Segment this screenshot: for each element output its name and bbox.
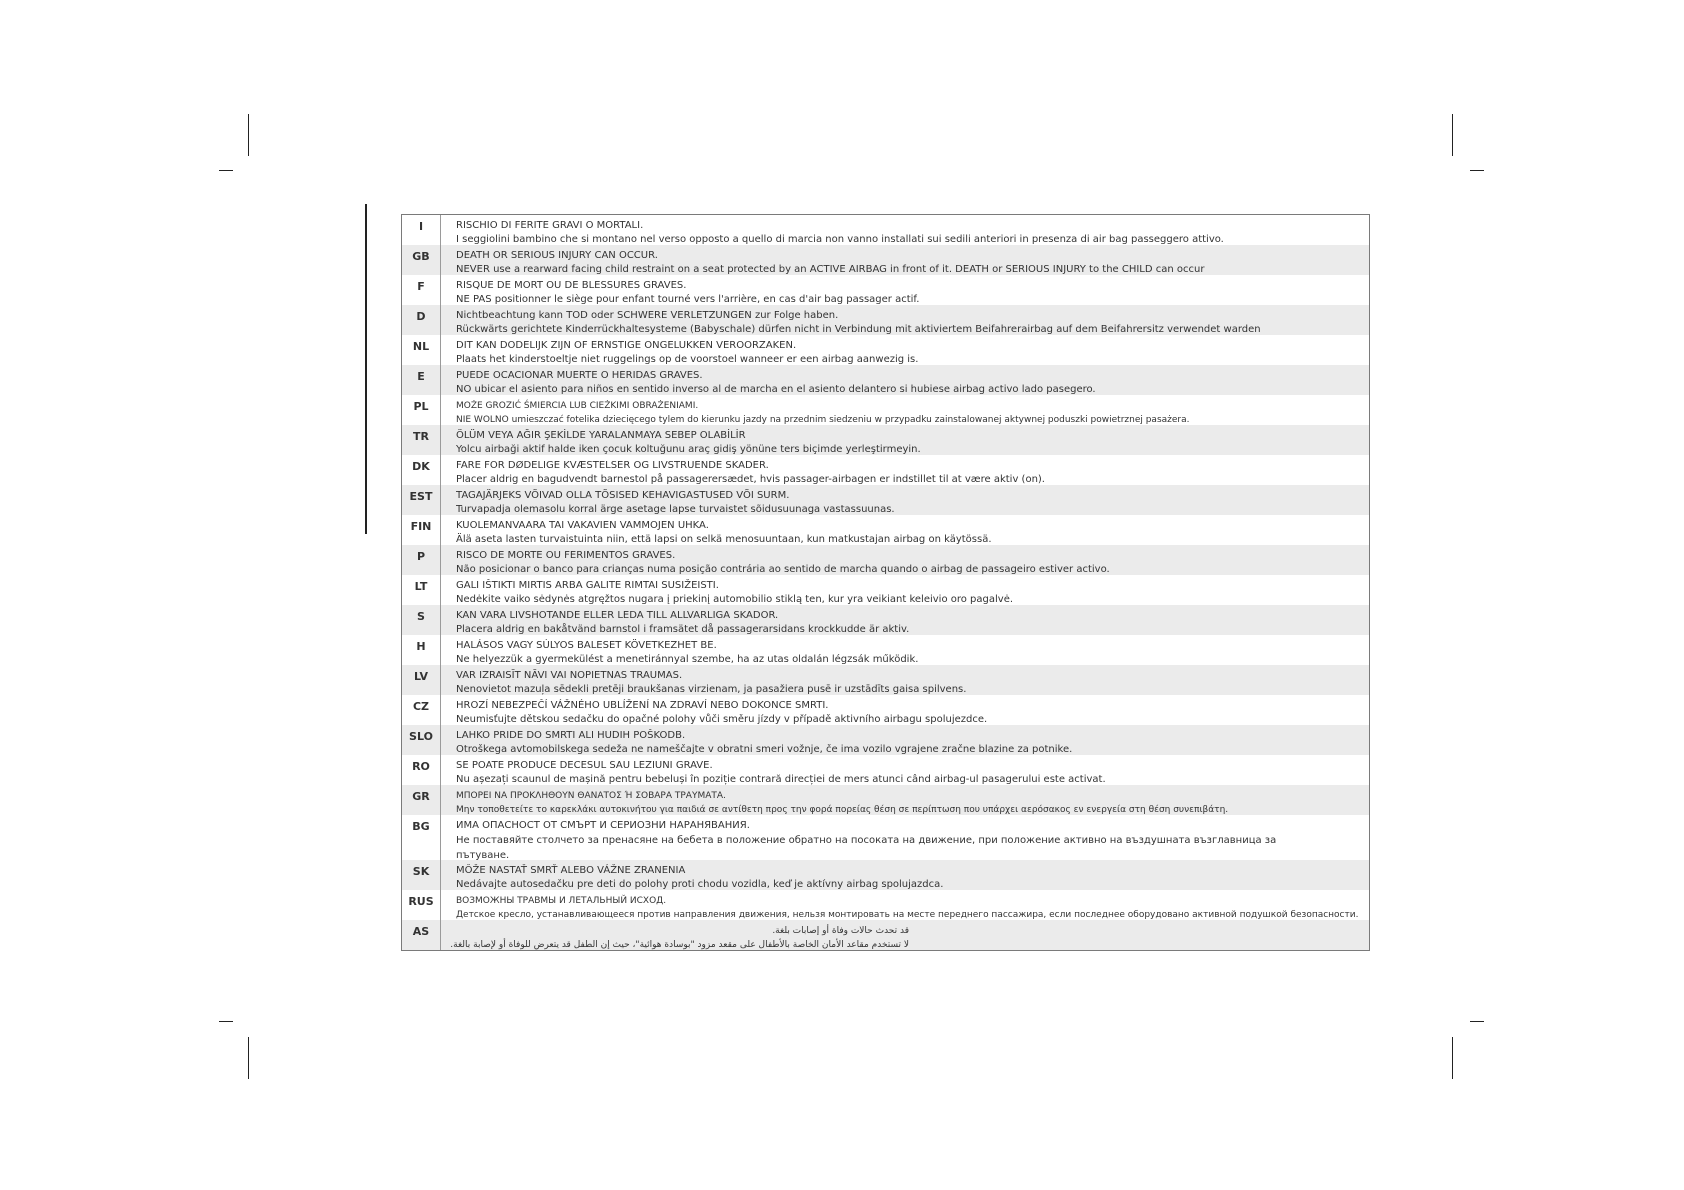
language-code: GB (412, 250, 430, 263)
language-code: LT (414, 580, 428, 593)
language-code: SLO (409, 730, 433, 743)
crop-mark (1470, 170, 1484, 171)
language-code: E (417, 370, 425, 383)
table-row (402, 725, 1369, 755)
table-row (402, 665, 1369, 695)
language-code: RUS (408, 895, 434, 908)
table-row (402, 245, 1369, 275)
margin-line (365, 204, 367, 534)
warning-title: ΜΠΟΡΕΙ ΝΑ ΠΡΟΚΛΗΘΟΥΝ ΘΑΝΑΤΟΣ Ή ΣΟΒΑΡΑ ΤΡΑΥΜΑΤΑ. (456, 791, 726, 801)
language-code: TR (413, 430, 429, 443)
table-row (402, 575, 1369, 605)
warning-title: KUOLEMANVAARA TAI VAKAVIEN VAMMOJEN UHKA. (456, 520, 709, 531)
warning-title: FARE FOR DØDELIGE KVÆSTELSER OG LIVSTRUENDE SKADER. (456, 460, 769, 471)
table-row (402, 455, 1369, 485)
warning-title: PUEDE OCACIONAR MUERTE O HERIDAS GRAVES. (456, 370, 703, 381)
warning-text: Placer aldrig en bagudvendt barnestol på passagerersædet, hvis passager-airbagen er indstillet til at være aktiv (on). (456, 474, 1045, 485)
language-code: I (418, 220, 424, 233)
language-code: PL (413, 400, 429, 413)
warning-table (401, 214, 1370, 951)
table-row (402, 425, 1369, 455)
language-code: FIN (410, 520, 432, 533)
warning-text: Детское кресло, устанавливающееся против направления движения, нельзя монтировать на месте переднего пассажира, если последнее оборудовано активной подушкой безопасности. (456, 910, 1359, 920)
table-row (402, 815, 1369, 860)
warning-text: I seggiolini bambino che si montano nel verso opposto a quello di marcia non vanno installati sui sedili anteriori in presenza di air bag passeggero attivo. (456, 234, 1224, 245)
language-code: LV (413, 670, 428, 683)
crop-mark (219, 1021, 233, 1022)
warning-text: Nenovietot mazuļa sēdekli pretēji braukšanas virzienam, ja pasažiera pusē ir uzstādīts gaisa spilvens. (456, 684, 967, 695)
language-code: F (417, 280, 425, 293)
warning-text: Nedávajte autosedačku pre deti do polohy proti chodu vozidla, keď je aktívny airbag spolujazdca. (456, 879, 944, 890)
crop-mark (248, 1037, 249, 1079)
warning-text: Nedėkite vaiko sėdynės atgręžtos nugara į priekinį automobilio stiklą ten, kur yra veikiant keleivio oro pagalvė. (456, 594, 1014, 605)
warning-title: قد تحدث حالات وفاة أو إصابات بلغة. (772, 926, 909, 936)
warning-text: Не поставяйте столчето за пренасяне на бебета в положение обратно на посоката на движение, при положение активно на въздушната възглавница за пътуване. (456, 835, 1277, 860)
warning-title: Nichtbeachtung kann TOD oder SCHWERE VERLETZUNGEN zur Folge haben. (456, 310, 839, 321)
table-row (402, 890, 1369, 920)
warning-title: ИМА ОПАСНОСТ ОТ СМЪРТ И СЕРИОЗНИ НАРАНЯВАНИЯ. (456, 820, 750, 831)
language-code: D (416, 310, 426, 323)
table-row (402, 635, 1369, 665)
crop-mark (248, 114, 249, 156)
warning-text: Nu așezați scaunul de mașină pentru bebeluși în poziție contrară direcției de mers atunci când airbag-ul pasagerului este activat. (456, 774, 1106, 785)
warning-title: HROZÍ NEBEZPEČÍ VÁŽNÉHO UBLÍŽENÍ NA ZDRAVÍ NEBO DOKONCE SMRTI. (456, 700, 829, 711)
crop-mark (219, 170, 233, 171)
warning-title: GALI IŠTIKTI MIRTIS ARBA GALITE RIMTAI SUSIŽEISTI. (456, 580, 719, 591)
warning-text: Älä aseta lasten turvaistuinta niin, että lapsi on selkä menosuuntaan, kun matkustajan airbag on käytössä. (456, 534, 992, 545)
warning-text: Placera aldrig en bakåtvänd barnstol i framsätet då passagerarsidans krockkudde är aktiv. (456, 624, 910, 635)
table-row (402, 215, 1369, 245)
table-row (402, 485, 1369, 515)
language-code: P (416, 550, 426, 563)
table-row (402, 755, 1369, 785)
warning-text: Turvapadja olemasolu korral ärge asetage lapse turvaistet sõidusuunaga vastassuunas. (456, 504, 895, 515)
table-row (402, 785, 1369, 815)
language-code: BG (412, 820, 430, 833)
warning-title: SE POATE PRODUCE DECESUL SAU LEZIUNI GRAVE. (456, 760, 713, 771)
language-code: RO (412, 760, 430, 773)
language-code: SK (412, 865, 430, 878)
table-row (402, 395, 1369, 425)
warning-text: NO ubicar el asiento para niños en sentido inverso al de marcha en el asiento delantero si hubiese airbag activo lado pasegero. (456, 384, 1096, 395)
crop-mark (1452, 1037, 1453, 1079)
warning-text: Otroškega avtomobilskega sedeža ne nameščajte v obratni smeri vožnje, če ima vozilo vgrajene zračne blazine za potnike. (456, 744, 1073, 755)
warning-text: Rückwärts gerichtete Kinderrückhaltesysteme (Babyschale) dürfen nicht in Verbindung mit aktiviertem Beifahrerairbag auf dem Beifahrersitz verwendet warden (456, 324, 1261, 335)
warning-title: HALÁSOS VAGY SÚLYOS BALESET KÖVETKEZHET BE. (456, 640, 717, 651)
warning-text: Yolcu airbaği aktif halde iken çocuk koltuğunu araç gidiş yönüne ters biçimde yerleştirmeyin. (456, 444, 921, 455)
table-row (402, 515, 1369, 545)
warning-title: RISCHIO DI FERITE GRAVI O MORTALI. (456, 220, 644, 231)
warning-text: NEVER use a rearward facing child restraint on a seat protected by an ACTIVE AIRBAG in front of it. DEATH or SERIOUS INJURY to the CHILD can occur (456, 264, 1205, 275)
warning-title: DEATH OR SERIOUS INJURY CAN OCCUR. (456, 250, 658, 261)
crop-mark (1452, 114, 1453, 156)
language-code: S (417, 610, 425, 623)
warning-title: TAGAJÄRJEKS VÕIVAD OLLA TÕSISED KEHAVIGASTUSED VÕI SURM. (456, 490, 790, 501)
warning-text: NIE WOLNO umieszczać fotelika dziecięcego tylem do kierunku jazdy na przednim siedzeniu w przypadku zainstalowanej aktywnej poduszki powietrznej pasażera. (456, 415, 1190, 425)
warning-text: Ne helyezzük a gyermekülést a menetiránnyal szembe, ha az utas oldalán légzsák működik. (456, 654, 919, 665)
table-row (402, 335, 1369, 365)
language-code: DK (412, 460, 430, 473)
table-row (402, 860, 1369, 890)
warning-title: DIT KAN DODELIJK ZIJN OF ERNSTIGE ONGELUKKEN VEROORZAKEN. (456, 340, 797, 351)
table-row (402, 695, 1369, 725)
warning-text: Não posicionar o banco para crianças numa posição contrária ao sentido de marcha quando o airbag de passageiro estiver activo. (456, 564, 1110, 575)
warning-text: Neumisťujte dětskou sedačku do opačné polohy vůči směru jízdy v případě aktivního airbagu spolujezdce. (456, 714, 988, 725)
table-row (402, 305, 1369, 335)
language-code: AS (412, 925, 430, 938)
warning-title: ВОЗМОЖНЫ ТРАВМЫ И ЛЕТАЛЬНЫЙ ИСХОД. (456, 896, 667, 906)
warning-title: KAN VARA LIVSHOTANDE ELLER LEDA TILL ALLVARLIGA SKADOR. (456, 610, 779, 621)
language-code: NL (412, 340, 430, 353)
warning-title: VAR IZRAISĪT NĀVI VAI NOPIETNAS TRAUMAS. (456, 670, 683, 681)
language-code: CZ (412, 700, 430, 713)
warning-title: LAHKO PRIDE DO SMRTI ALI HUDIH POŠKODB. (456, 730, 686, 741)
crop-mark (1470, 1021, 1484, 1022)
table-row (402, 605, 1369, 635)
table-row (402, 920, 1369, 950)
warning-title: MOŻE GROZIĆ ŚMIERCIA LUB CIEŻKIMI OBRAŻENIAMI. (456, 401, 699, 411)
warning-title: RISQUE DE MORT OU DE BLESSURES GRAVES. (456, 280, 687, 291)
warning-text: Plaats het kinderstoeltje niet ruggelings op de voorstoel wanneer er een airbag aanwezig is. (456, 354, 919, 365)
language-code: EST (409, 490, 433, 503)
table-row (402, 275, 1369, 305)
warning-title: MÔŽE NASTAŤ SMRŤ ALEBO VÁŽNE ZRANENIA (456, 865, 686, 876)
warning-text: Μην τοποθετείτε το καρεκλάκι αυτοκινήτου για παιδιά σε αντίθετη προς την φορά πορείας θέση σε περίπτωση που υπάρχει αερόσακος εν ενεργεία στη θέση συνεπιβάτη. (456, 805, 1229, 815)
table-row (402, 545, 1369, 575)
language-code: H (416, 640, 426, 653)
warning-text: NE PAS positionner le siège pour enfant tourné vers l'arrière, en cas d'air bag passager actif. (456, 294, 920, 305)
table-row (402, 365, 1369, 395)
warning-title: RISCO DE MORTE OU FERIMENTOS GRAVES. (456, 550, 676, 561)
warning-text: لا تستخدم مقاعد الأمان الخاصة بالأطفال على مقعد مزود "بوسادة هوائية"، حيث إن الطفل قد يتعرض للوفاة أو لإصابة بالغة. (450, 940, 909, 950)
warning-title: ÖLÜM VEYA AĞIR ŞEKİLDE YARALANMAYA SEBEP OLABİLİR (456, 430, 746, 441)
language-code: GR (412, 790, 430, 803)
